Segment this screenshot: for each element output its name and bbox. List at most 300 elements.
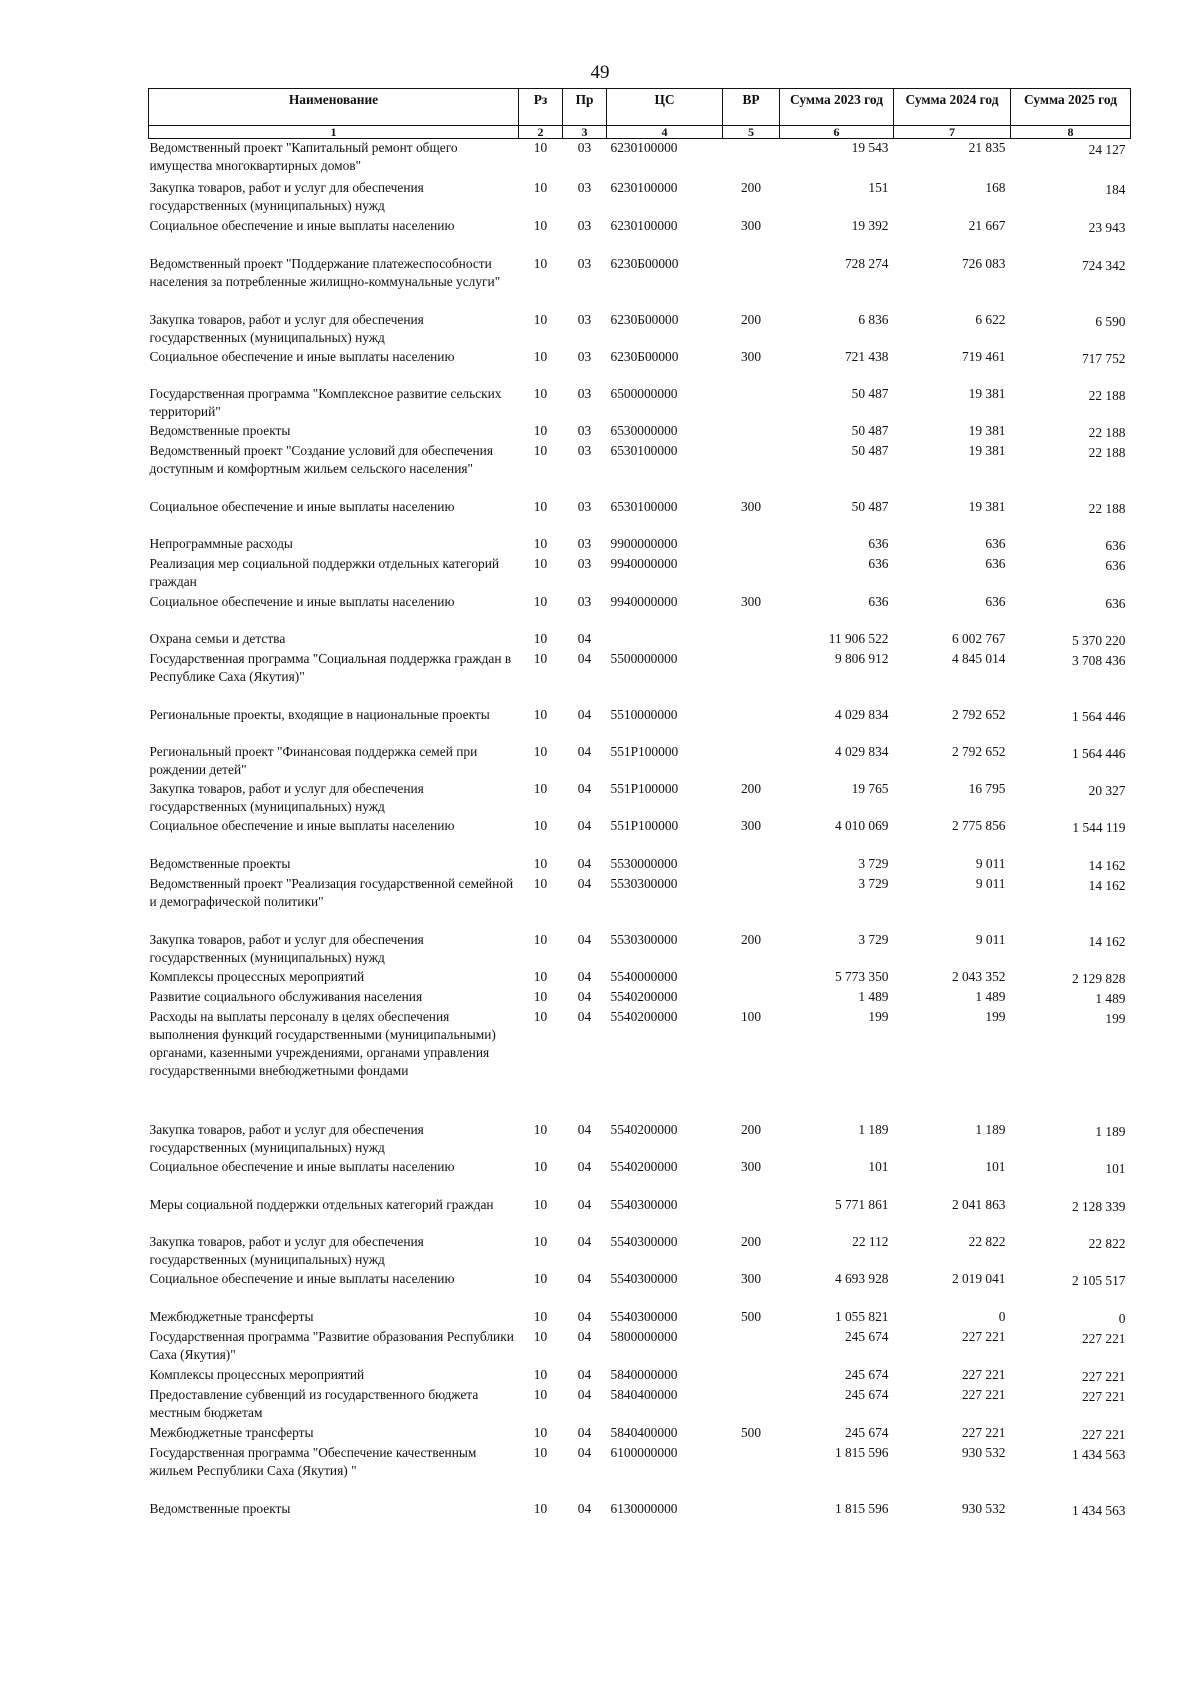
row-sum-2024: 16 795 [968,780,1006,796]
row-cs: 5530000000 [610,855,678,871]
row-pr: 04 [577,855,592,871]
row-pr: 04 [577,1233,592,1249]
table-row [149,968,1131,988]
row-vr: 300 [740,217,762,233]
row-pr: 04 [577,1424,592,1440]
row-rz: 10 [533,1270,548,1286]
row-pr: 03 [577,385,592,401]
row-name: Реализация мер социальной поддержки отдельных категорий граждан [149,555,500,589]
row-sum-2024: 4 845 014 [951,650,1006,666]
table-row [149,817,1131,855]
row-name: Ведомственный проект "Поддержание платежеспособности населения за потребленные жилищно-коммунальные услуги" [149,255,501,289]
table-row [149,348,1131,385]
row-sum-2024: 227 221 [961,1424,1006,1440]
budget-table [148,88,1131,1523]
row-sum-2023: 22 112 [852,1233,889,1249]
row-sum-2024: 227 221 [961,1328,1006,1344]
table-row [149,535,1131,555]
row-sum-2023: 4 029 834 [834,743,889,759]
row-sum-2025: 1 434 563 [1071,1446,1126,1462]
row-cs: 6230100000 [610,179,678,195]
table-row [149,179,1131,217]
row-name: Комплексы процессных мероприятий [149,1366,365,1382]
row-sum-2024: 0 [998,1308,1006,1324]
row-pr: 03 [577,348,592,364]
row-sum-2023: 245 674 [844,1424,889,1440]
row-name: Социальное обеспечение и иные выплаты населению [149,348,455,364]
row-sum-2023: 1 055 821 [834,1308,889,1324]
row-cs: 5540200000 [610,988,678,1004]
row-sum-2023: 11 906 522 [828,630,889,646]
row-name: Расходы на выплаты персоналу в целях обеспечения выполнения функций государственными (муниципальными) органами, казенными учреждениями, органами управления государственными внебюджетными фондами [149,1008,496,1078]
row-rz: 10 [533,1328,548,1344]
row-rz: 10 [533,555,548,571]
row-cs: 5540200000 [610,1008,678,1024]
row-sum-2024: 636 [985,593,1006,609]
row-sum-2024: 1 489 [975,988,1006,1004]
row-sum-2024: 2 792 652 [951,706,1006,722]
row-cs: 6130000000 [610,1500,678,1516]
row-sum-2023: 5 773 350 [834,968,889,984]
row-sum-2023: 1 489 [858,988,889,1004]
row-vr [723,535,780,555]
row-sum-2024: 19 381 [968,442,1006,458]
row-rz: 10 [533,875,548,891]
row-sum-2024: 9 011 [975,875,1006,891]
row-sum-2023: 3 729 [858,855,889,871]
row-vr [723,422,780,442]
row-sum-2025: 2 128 339 [1071,1198,1126,1214]
row-pr: 04 [577,988,592,1004]
row-cs: 6230100000 [610,140,678,155]
row-sum-2023: 5 771 861 [834,1196,889,1212]
row-pr: 04 [577,1308,592,1324]
table-row [149,422,1131,442]
row-sum-2025: 14 162 [1088,857,1126,873]
row-sum-2025: 717 752 [1081,350,1126,366]
row-rz: 10 [533,442,548,458]
table-row [149,255,1131,311]
row-sum-2023: 1 815 596 [834,1500,889,1516]
row-vr: 300 [740,498,762,514]
row-sum-2025: 2 129 828 [1071,970,1126,986]
row-sum-2025: 22 188 [1088,500,1126,516]
row-rz: 10 [533,855,548,871]
row-name: Ведомственный проект "Реализация государственной семейной и демографической политики" [149,875,514,909]
row-sum-2023: 199 [868,1008,889,1024]
column-number: 2 [519,126,563,139]
table-row [149,988,1131,1008]
table-row [149,1270,1131,1308]
row-sum-2025: 22 188 [1088,424,1126,440]
table-row [149,139,1131,179]
row-rz: 10 [533,311,548,327]
row-sum-2024: 21 835 [968,140,1006,155]
row-vr [723,988,780,1008]
table-row [149,1121,1131,1158]
row-name: Социальное обеспечение и иные выплаты населению [149,217,455,233]
table-row [149,385,1131,422]
row-name: Социальное обеспечение и иные выплаты населению [149,498,455,514]
row-name: Меры социальной поддержки отдельных категорий граждан [149,1196,494,1212]
row-rz: 10 [533,743,548,759]
row-pr: 04 [577,1366,592,1382]
row-pr: 03 [577,140,592,155]
column-number: 5 [723,126,780,139]
row-pr: 04 [577,1386,592,1402]
row-rz: 10 [533,1500,548,1516]
row-pr: 04 [577,650,592,666]
row-cs: 5540300000 [610,1233,678,1249]
row-sum-2024: 19 381 [968,385,1006,401]
row-rz: 10 [533,385,548,401]
row-sum-2023: 50 487 [851,422,889,438]
table-row [149,650,1131,706]
row-cs: 5530300000 [610,931,678,947]
table-row [149,706,1131,743]
row-sum-2025: 227 221 [1081,1368,1126,1384]
row-name: Социальное обеспечение и иные выплаты населению [149,593,455,609]
row-pr: 03 [577,535,592,551]
row-sum-2024: 2 792 652 [951,743,1006,759]
row-cs: 5800000000 [610,1328,678,1344]
header-row [149,89,1131,126]
row-name: Ведомственный проект "Капитальный ремонт общего имущества многоквартирных домов" [149,140,458,173]
header-sum-2025: Сумма 2025 год [1011,89,1131,126]
row-vr [723,1366,780,1386]
row-sum-2025: 6 590 [1095,313,1126,329]
row-sum-2024: 930 532 [961,1500,1006,1516]
row-sum-2023: 4 029 834 [834,706,889,722]
row-sum-2024: 227 221 [961,1386,1006,1402]
row-name: Закупка товаров, работ и услуг для обеспечения государственных (муниципальных) нужд [149,311,424,345]
row-cs: 5840000000 [610,1366,678,1382]
row-cs: 6230Б00000 [610,348,679,364]
row-name: Ведомственные проекты [149,422,291,438]
row-vr: 300 [740,348,762,364]
row-sum-2023: 151 [868,179,889,195]
row-rz: 10 [533,593,548,609]
table-row [149,743,1131,780]
row-rz: 10 [533,498,548,514]
row-pr: 04 [577,1500,592,1516]
table-row [149,1328,1131,1366]
row-sum-2025: 101 [1105,1160,1126,1176]
row-pr: 03 [577,255,592,271]
table-row [149,1196,1131,1233]
row-name: Социальное обеспечение и иные выплаты населению [149,817,455,833]
row-vr [723,385,780,422]
row-name: Межбюджетные трансферты [149,1424,314,1440]
row-sum-2025: 184 [1105,181,1126,197]
row-cs: 9940000000 [610,593,678,609]
row-pr: 03 [577,217,592,233]
column-number: 7 [894,126,1011,139]
table-row [149,855,1131,875]
row-sum-2025: 636 [1105,595,1126,611]
row-sum-2024: 2 019 041 [951,1270,1006,1286]
row-rz: 10 [533,780,548,796]
row-rz: 10 [533,988,548,1004]
row-name: Закупка товаров, работ и услуг для обеспечения государственных (муниципальных) нужд [149,780,424,814]
row-vr: 300 [740,1158,762,1174]
table-row [149,1366,1131,1386]
row-vr [723,1328,780,1366]
row-pr: 03 [577,555,592,571]
table-row [149,593,1131,630]
row-rz: 10 [533,1196,548,1212]
row-vr [723,1444,780,1500]
row-sum-2025: 0 [1118,1310,1126,1326]
row-cs: 551P100000 [610,743,679,759]
row-sum-2025: 199 [1105,1010,1126,1026]
column-number: 4 [607,126,723,139]
row-cs: 5530300000 [610,875,678,891]
row-pr: 04 [577,743,592,759]
page-number: 49 [590,62,610,83]
row-rz: 10 [533,1158,548,1174]
table-row [149,217,1131,255]
row-vr [723,706,780,743]
row-cs: 6100000000 [610,1444,678,1460]
row-sum-2023: 50 487 [851,442,889,458]
row-cs: 6530000000 [610,422,678,438]
row-sum-2023: 19 392 [851,217,889,233]
row-rz: 10 [533,422,548,438]
row-pr: 03 [577,593,592,609]
row-cs: 5540200000 [610,1158,678,1174]
row-cs: 9940000000 [610,555,678,571]
row-sum-2024: 636 [985,555,1006,571]
row-pr: 03 [577,311,592,327]
row-rz: 10 [533,650,548,666]
row-name: Закупка товаров, работ и услуг для обеспечения государственных (муниципальных) нужд [149,1233,424,1267]
row-name: Закупка товаров, работ и услуг для обеспечения государственных (муниципальных) нужд [149,931,424,965]
row-cs: 6230100000 [610,217,678,233]
header-sum-2024: Сумма 2024 год [894,89,1011,126]
row-rz: 10 [533,1233,548,1249]
row-name: Развитие социального обслуживания населения [149,988,423,1004]
table-row [149,555,1131,593]
table-row [149,780,1131,817]
row-cs: 5540300000 [610,1196,678,1212]
table-body [149,139,1131,1523]
row-sum-2024: 19 381 [968,498,1006,514]
row-name: Региональные проекты, входящие в национальные проекты [149,706,490,722]
row-sum-2025: 227 221 [1081,1426,1126,1442]
row-name: Предоставление субвенций из государственного бюджета местным бюджетам [149,1386,479,1420]
row-sum-2023: 19 765 [851,780,889,796]
row-sum-2023: 6 836 [858,311,889,327]
row-sum-2023: 3 729 [858,875,889,891]
column-number: 3 [563,126,607,139]
table-row [149,1158,1131,1196]
row-pr: 04 [577,1158,592,1174]
row-pr: 04 [577,630,592,646]
row-sum-2025: 636 [1105,557,1126,573]
row-sum-2023: 245 674 [844,1366,889,1382]
table-row [149,1233,1131,1270]
row-rz: 10 [533,1121,548,1137]
row-sum-2023: 1 815 596 [834,1444,889,1460]
row-cs: 6500000000 [610,385,678,401]
row-sum-2023: 9 806 912 [834,650,889,666]
row-sum-2024: 227 221 [961,1366,1006,1382]
header-pr: Пр [563,89,607,126]
row-sum-2025: 636 [1105,537,1126,553]
row-vr: 200 [740,931,762,947]
row-vr [723,1386,780,1424]
row-vr: 200 [740,1121,762,1137]
row-vr [723,1500,780,1523]
row-cs: 6230Б00000 [610,311,679,327]
row-sum-2024: 2 775 856 [951,817,1006,833]
row-vr [723,255,780,311]
table-row [149,630,1131,650]
row-vr [723,650,780,706]
row-rz: 10 [533,630,548,646]
table-row [149,1444,1131,1500]
table-row [149,498,1131,535]
row-cs: 6530100000 [610,442,678,458]
row-sum-2024: 22 822 [968,1233,1006,1249]
row-sum-2024: 1 189 [975,1121,1006,1137]
row-sum-2024: 2 043 352 [951,968,1006,984]
row-rz: 10 [533,706,548,722]
row-sum-2024: 6 622 [975,311,1006,327]
row-vr: 200 [740,311,762,327]
row-name: Охрана семьи и детства [149,630,286,646]
row-cs: 9900000000 [610,535,678,551]
row-pr: 04 [577,780,592,796]
row-pr: 04 [577,875,592,891]
row-name: Социальное обеспечение и иные выплаты населению [149,1158,455,1174]
row-rz: 10 [533,179,548,195]
row-sum-2025: 23 943 [1088,219,1126,235]
row-pr: 04 [577,931,592,947]
row-pr: 04 [577,1328,592,1344]
row-sum-2025: 1 189 [1095,1123,1126,1139]
row-vr [723,1196,780,1233]
row-sum-2025: 1 434 563 [1071,1502,1126,1518]
row-vr: 200 [740,1233,762,1249]
row-name: Государственная программа "Комплексное развитие сельских территорий" [149,385,502,419]
row-vr [723,968,780,988]
table-row [149,1500,1131,1523]
row-sum-2023: 50 487 [851,498,889,514]
row-cs: 6230Б00000 [610,255,679,271]
row-sum-2024: 21 667 [968,217,1006,233]
row-sum-2025: 5 370 220 [1071,632,1126,648]
row-pr: 04 [577,1008,592,1024]
row-vr [723,555,780,593]
row-sum-2025: 14 162 [1088,877,1126,893]
row-pr: 04 [577,706,592,722]
row-pr: 03 [577,422,592,438]
row-sum-2024: 719 461 [961,348,1006,364]
row-rz: 10 [533,1366,548,1382]
row-pr: 03 [577,498,592,514]
row-vr: 100 [740,1008,762,1024]
row-pr: 04 [577,817,592,833]
table-row [149,311,1131,348]
row-rz: 10 [533,217,548,233]
row-sum-2025: 724 342 [1081,257,1126,273]
row-name: Ведомственный проект "Создание условий для обеспечения доступным и комфортным жильем сельского населения" [149,442,493,476]
row-vr [723,743,780,780]
header-name: Наименование [149,89,519,126]
row-rz: 10 [533,535,548,551]
row-sum-2025: 1 564 446 [1071,745,1126,761]
row-vr [723,855,780,875]
row-sum-2023: 728 274 [844,255,889,271]
row-sum-2023: 245 674 [844,1328,889,1344]
row-cs [607,630,723,650]
row-pr: 04 [577,1196,592,1212]
row-name: Государственная программа "Социальная поддержка граждан в Республике Саха (Якутия)" [149,650,512,684]
row-sum-2023: 3 729 [858,931,889,947]
column-number-row [149,126,1131,139]
table-row [149,875,1131,931]
row-vr: 500 [740,1424,762,1440]
row-rz: 10 [533,1386,548,1402]
row-sum-2023: 101 [868,1158,889,1174]
row-rz: 10 [533,140,548,155]
header-rz: Рз [519,89,563,126]
row-pr: 04 [577,1121,592,1137]
row-rz: 10 [533,255,548,271]
row-cs: 5540000000 [610,968,678,984]
column-number: 6 [780,126,894,139]
row-vr [723,630,780,650]
row-sum-2023: 4 010 069 [834,817,889,833]
row-sum-2023: 721 438 [844,348,889,364]
row-vr: 200 [740,179,762,195]
row-pr: 03 [577,179,592,195]
header-sum-2023: Сумма 2023 год [780,89,894,126]
row-pr: 04 [577,1270,592,1286]
row-name: Ведомственные проекты [149,855,291,871]
row-vr: 200 [740,780,762,796]
row-rz: 10 [533,931,548,947]
row-sum-2025: 22 822 [1088,1235,1126,1251]
row-sum-2024: 199 [985,1008,1006,1024]
row-name: Непрограммные расходы [149,535,293,551]
row-cs: 5510000000 [610,706,678,722]
row-sum-2023: 19 543 [851,140,889,155]
row-sum-2025: 24 127 [1088,142,1126,157]
row-sum-2024: 9 011 [975,855,1006,871]
row-cs: 551P100000 [610,780,679,796]
row-vr: 300 [740,817,762,833]
row-pr: 04 [577,1444,592,1460]
row-name: Закупка товаров, работ и услуг для обеспечения государственных (муниципальных) нужд [149,179,424,213]
row-vr [723,875,780,931]
row-sum-2025: 3 708 436 [1071,652,1126,668]
row-sum-2024: 168 [985,179,1006,195]
row-cs: 5540200000 [610,1121,678,1137]
row-sum-2024: 9 011 [975,931,1006,947]
row-rz: 10 [533,1308,548,1324]
column-number: 8 [1011,126,1131,139]
row-sum-2024: 19 381 [968,422,1006,438]
row-sum-2025: 22 188 [1088,444,1126,460]
row-vr: 500 [740,1308,762,1324]
header-cs: ЦС [607,89,723,126]
row-rz: 10 [533,1008,548,1024]
header-vr: ВР [723,89,780,126]
row-name: Государственная программа "Обеспечение качественным жильем Республики Саха (Якутия) " [149,1444,477,1478]
